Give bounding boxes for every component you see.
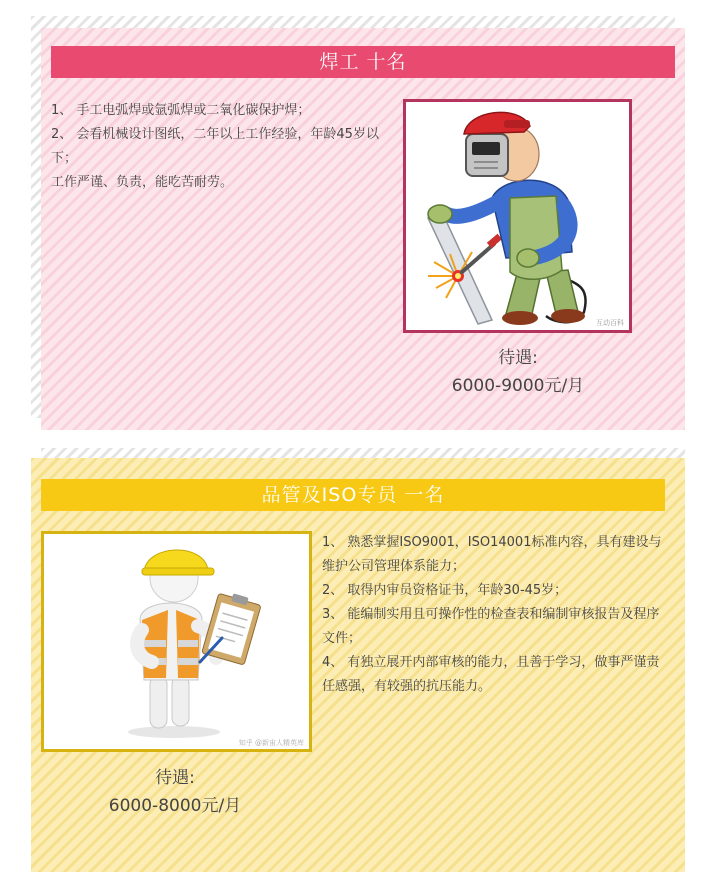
requirement-line: 1、 熟悉掌握ISO9001，ISO14001标准内容，具有建设与维护公司管理体系能力； xyxy=(322,535,662,574)
salary-info-welder xyxy=(418,344,618,400)
inspector-image-frame xyxy=(41,531,312,752)
requirement-line: 工作严谨、负责，能吃苦耐劳。 xyxy=(51,175,234,190)
welder-illustration-icon xyxy=(406,102,629,330)
job-title-banner-welder xyxy=(51,46,675,78)
job-title-banner-qa-iso xyxy=(41,479,665,511)
requirement-line: 2、 取得内审员资格证书，年龄30-45岁； xyxy=(322,583,568,598)
inspector-3d-figure-icon xyxy=(44,534,309,749)
salary-value: 6000-9000元/月 xyxy=(451,376,585,396)
salary-value: 6000-8000元/月 xyxy=(108,796,242,816)
welder-image-frame xyxy=(403,99,632,333)
salary-info-qa-iso xyxy=(75,764,275,820)
job-title: 品管及ISO专员 一名 xyxy=(261,484,445,506)
salary-label: 待遇: xyxy=(498,348,538,368)
job-requirements-qa-iso xyxy=(322,531,665,699)
image-watermark: 知乎 @新宙人精英库 xyxy=(238,739,304,747)
job-requirements-welder xyxy=(51,99,391,195)
job-title: 焊工 十名 xyxy=(319,51,407,73)
image-watermark: 互动百科 xyxy=(596,319,624,327)
requirement-line: 3、 能编制实用且可操作性的检查表和编制审核报告及程序文件； xyxy=(322,607,660,646)
requirement-line: 2、 会看机械设计图纸，二年以上工作经验，年龄45岁以下； xyxy=(51,127,379,166)
salary-label: 待遇: xyxy=(155,768,195,788)
requirement-line: 1、 手工电弧焊或氩弧焊或二氧化碳保护焊； xyxy=(51,103,311,118)
requirement-line: 4、 有独立展开内部审核的能力，且善于学习，做事严谨责任感强，有较强的抗压能力。 xyxy=(322,655,660,694)
